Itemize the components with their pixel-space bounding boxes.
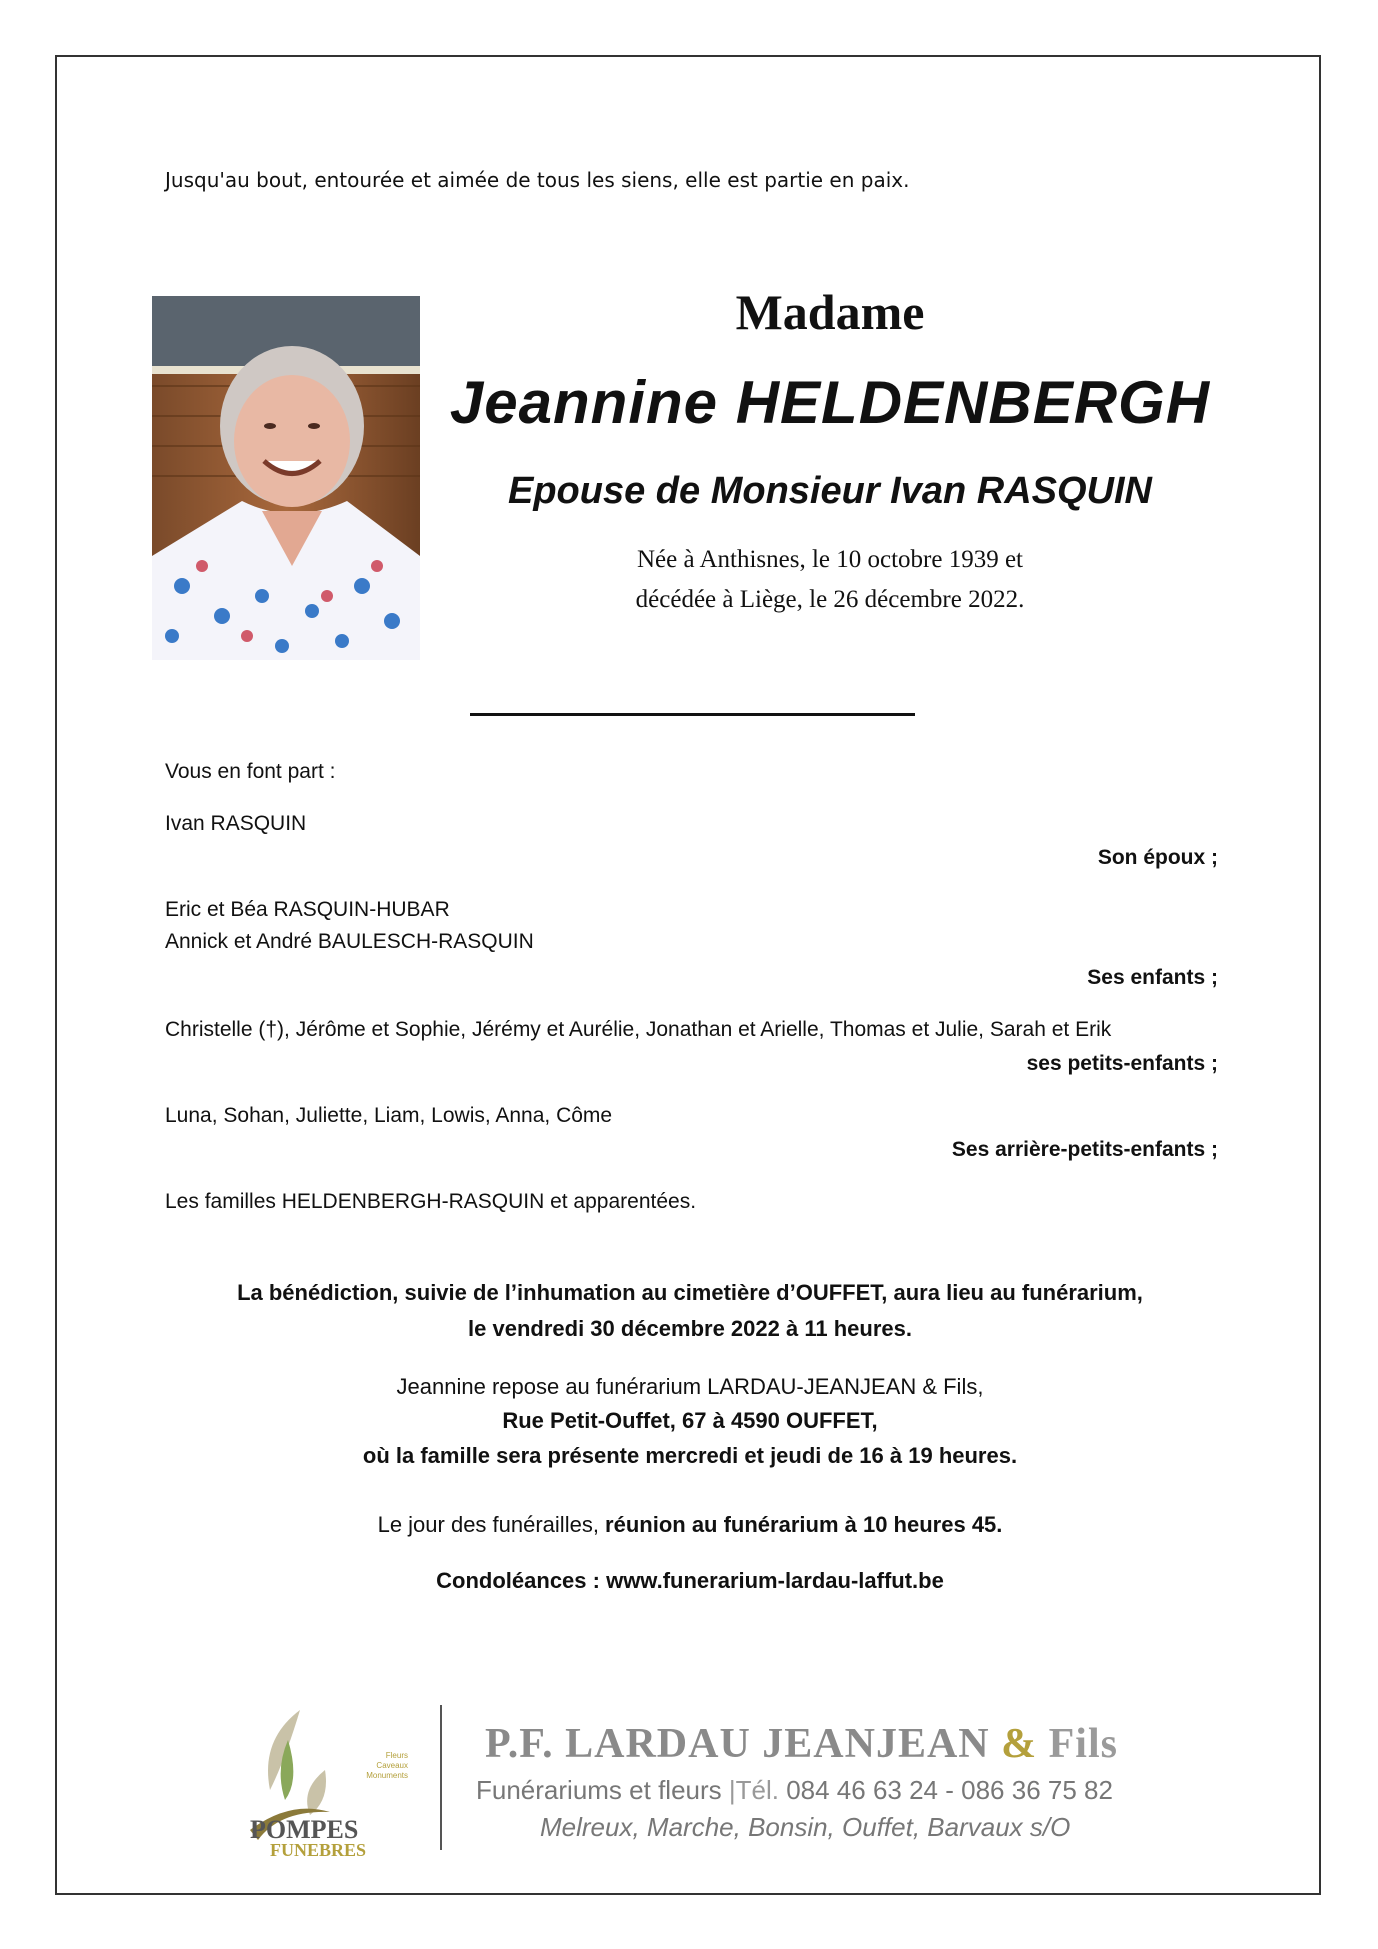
brand-ampersand: & bbox=[1001, 1721, 1038, 1767]
birth-line: Née à Anthisnes, le 10 octobre 1939 et bbox=[636, 546, 1023, 573]
tagline bbox=[476, 1775, 1113, 1806]
pompes-funebres-logo bbox=[230, 1700, 430, 1860]
spouse-name: Ivan RASQUIN bbox=[165, 812, 307, 835]
logo-word-pompes: POMPES bbox=[250, 1815, 359, 1844]
tagline-tel-label: Tél. bbox=[735, 1775, 779, 1805]
relation-great-grandchildren: Ses arrière-petits-enfants ; bbox=[951, 1138, 1218, 1161]
brand-main: P.F. LARDAU JEANJEAN bbox=[485, 1721, 1002, 1767]
relation-spouse: Son époux ; bbox=[1097, 846, 1218, 869]
funeral-day-line bbox=[120, 1512, 1260, 1538]
brand-name bbox=[485, 1720, 1118, 1768]
condolences-line: Condoléances : www.funerarium-lardau-laffut.be bbox=[436, 1568, 944, 1593]
grandchildren-names: Christelle (†), Jérôme et Sophie, Jérémy et Aurélie, Jonathan et Arielle, Thomas et Julie, Sarah et Erik bbox=[165, 1018, 1112, 1041]
logo-caption-2: Caveaux bbox=[376, 1761, 408, 1770]
great-grandchildren-names: Luna, Sohan, Juliette, Liam, Lowis, Anna, Côme bbox=[165, 1104, 613, 1127]
ceremony-line-1: La bénédiction, suivie de l’inhumation au cimetière d’OUFFET, aura lieu au funérarium, bbox=[237, 1280, 1143, 1305]
honorific: Madame bbox=[735, 284, 925, 340]
child-names-1: Eric et Béa RASQUIN-HUBAR bbox=[165, 898, 450, 921]
families-line: Les familles HELDENBERGH-RASQUIN et apparentées. bbox=[165, 1190, 697, 1213]
ceremony-line-2: le vendredi 30 décembre 2022 à 11 heures. bbox=[468, 1316, 912, 1341]
portrait-photo bbox=[152, 296, 420, 660]
tagline-separator: | bbox=[728, 1775, 736, 1805]
child-names-2: Annick et André BAULESCH-RASQUIN bbox=[165, 930, 534, 953]
spouse-line: Epouse de Monsieur Ivan RASQUIN bbox=[508, 470, 1152, 512]
tagline-phone-numbers: 084 46 63 24 - 086 36 75 82 bbox=[778, 1775, 1113, 1805]
relation-grandchildren: ses petits-enfants ; bbox=[1026, 1052, 1218, 1075]
funeral-day-prefix: Le jour des funérailles, bbox=[377, 1512, 606, 1537]
tagline-services: Funérariums et fleurs bbox=[476, 1775, 729, 1805]
brand-fils: Fils bbox=[1037, 1721, 1118, 1767]
logo-word-funebres: FUNEBRES bbox=[270, 1840, 367, 1860]
deceased-name: Jeannine HELDENBERGH bbox=[449, 369, 1211, 436]
logo-caption-1: Fleurs bbox=[385, 1751, 408, 1760]
funeral-day-meeting: réunion au funérarium à 10 heures 45. bbox=[605, 1512, 1003, 1537]
footer-divider bbox=[440, 1705, 442, 1850]
epigraph: Jusqu'au bout, entourée et aimée de tous les siens, elle est partie en paix. bbox=[165, 168, 910, 192]
dates-block bbox=[460, 540, 1200, 620]
visiting-hours: où la famille sera présente mercredi et jeudi de 16 à 19 heures. bbox=[362, 1443, 1018, 1468]
death-line: décédée à Liège, le 26 décembre 2022. bbox=[635, 586, 1025, 613]
relation-children: Ses enfants ; bbox=[1087, 966, 1218, 989]
address-line: Rue Petit-Ouffet, 67 à 4590 OUFFET, bbox=[502, 1408, 878, 1433]
repose-line: Jeannine repose au funérarium LARDAU-JEANJEAN & Fils, bbox=[396, 1374, 984, 1399]
separator-line bbox=[470, 713, 915, 716]
intro-text: Vous en font part : bbox=[165, 760, 336, 783]
logo-caption-3: Monuments bbox=[366, 1771, 408, 1780]
locations-line: Melreux, Marche, Bonsin, Ouffet, Barvaux s/O bbox=[540, 1812, 1071, 1842]
